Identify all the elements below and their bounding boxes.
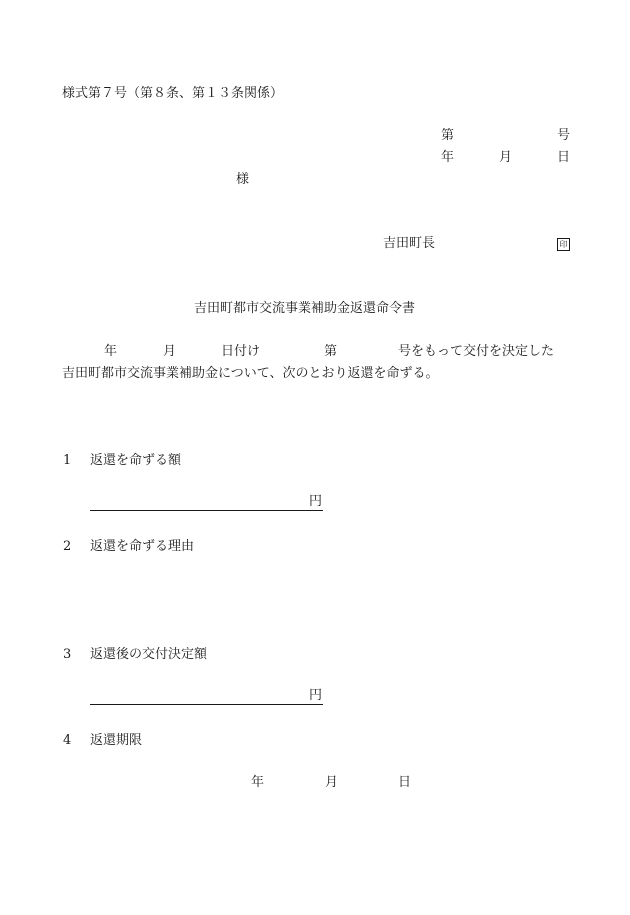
seal-icon: 印	[557, 238, 570, 251]
item-1-underline	[90, 510, 323, 511]
item-3-unit: 円	[309, 688, 323, 703]
form-identifier: 様式第７号（第８条、第１３条関係）	[62, 86, 284, 101]
item-3-label: 返還後の交付決定額	[90, 647, 208, 662]
deadline-day: 日	[398, 775, 412, 790]
document-title: 吉田町都市交流事業補助金返還命令書	[194, 301, 416, 316]
date-month: 月	[499, 150, 513, 165]
item-3-number: 3	[63, 647, 72, 662]
issuer-title: 吉田町長	[383, 236, 436, 251]
date-year: 年	[441, 150, 455, 165]
item-3-underline	[90, 704, 323, 705]
body-day-dated: 日付け	[221, 344, 261, 359]
deadline-year: 年	[251, 775, 265, 790]
item-2-label: 返還を命ずる理由	[90, 539, 195, 554]
item-1-label: 返還を命ずる額	[90, 453, 182, 468]
item-4-label: 返還期限	[90, 733, 143, 748]
item-4-number: 4	[63, 733, 72, 748]
body-month: 月	[163, 344, 177, 359]
body-line2: 吉田町都市交流事業補助金について、次のとおり返還を命ずる。	[62, 366, 439, 381]
body-line1-tail: 号をもって交付を決定した	[398, 344, 555, 359]
body-year: 年	[104, 344, 118, 359]
number-suffix: 号	[557, 128, 571, 143]
deadline-month: 月	[325, 775, 339, 790]
addressee-suffix: 様	[236, 172, 250, 187]
item-1-number: 1	[63, 453, 72, 468]
item-2-number: 2	[63, 539, 72, 554]
date-day: 日	[557, 150, 571, 165]
item-1-unit: 円	[309, 494, 323, 509]
number-prefix: 第	[441, 128, 455, 143]
body-number-prefix: 第	[324, 344, 338, 359]
